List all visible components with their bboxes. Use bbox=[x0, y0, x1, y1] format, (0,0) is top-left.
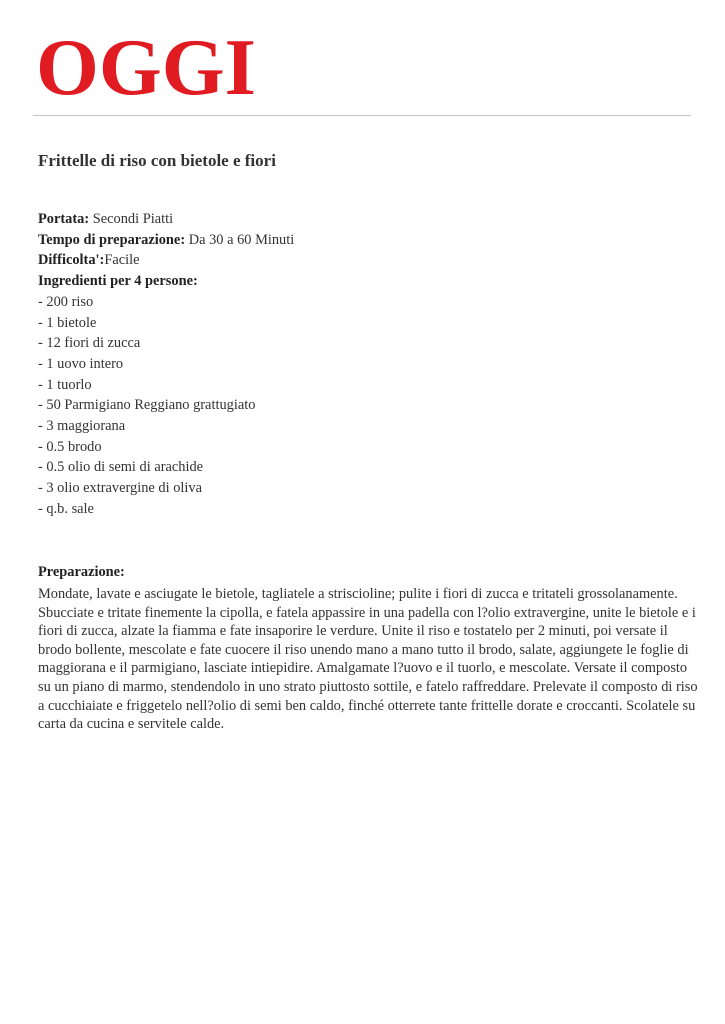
ingredient-item: - 50 Parmigiano Reggiano grattugiato bbox=[38, 397, 256, 414]
ingredient-list bbox=[38, 292, 698, 520]
prep-time-value: Da 30 a 60 Minuti bbox=[188, 231, 295, 248]
ingredient-item: - 200 riso bbox=[38, 293, 94, 310]
course-value: Secondi Piatti bbox=[92, 211, 174, 227]
oggi-logo-text: OGGI bbox=[36, 34, 256, 100]
oggi-logo-mark bbox=[36, 34, 258, 100]
prep-time-row bbox=[38, 230, 698, 251]
preparation-heading: Preparazione: bbox=[38, 564, 125, 580]
header-divider bbox=[33, 115, 691, 116]
difficulty-label: Difficolta': bbox=[38, 252, 105, 269]
ingredient-item: - 0.5 brodo bbox=[38, 438, 102, 455]
prep-time-label: Tempo di preparazione: bbox=[38, 231, 186, 248]
preparation-text: Mondate, lavate e asciugate le bietole, tagliatele a striscioline; pulite i fiori di zucca e tritateli grossolanamente. Sbucciate e tritate finemente la cipolla, e fatela appassire in una padella con l?olio extravergine, unite le bietole e i fiori di zucca, alzate la fiamma e fate insaporire le verdure. Unite il riso e tostatelo per 2 minuti, poi versate il brodo bollente, mescolate e fate cuocere il riso unendo mano a mano tutto il brodo, salate, aggiungete le foglie di maggiorana e il parmigiano, lasciate intiepidire. Amalgamate l?uovo e il tuorlo, e mescolate. Versate il composto su un piano di marmo, stendendolo in uno strato piuttosto sottile, e fatelo raffreddare. Prelevate il composto di riso a cucchiaiate e friggetelo nell?olio di semi ben caldo, finché otterrete tante frittelle dorate e croccanti. Scolatele su carta da cucina e servitele calde. bbox=[38, 586, 698, 733]
ingredients-label: Ingredienti per 4 persone: bbox=[38, 273, 198, 290]
recipe-details bbox=[38, 209, 698, 520]
difficulty-row bbox=[38, 250, 698, 271]
ingredient-item: - 1 uovo intero bbox=[38, 355, 124, 372]
oggi-logo bbox=[36, 34, 258, 100]
ingredient-item: - 3 maggiorana bbox=[38, 418, 126, 435]
ingredient-item: - 3 olio extravergine di oliva bbox=[38, 480, 202, 497]
ingredient-item: - 1 tuorlo bbox=[38, 376, 92, 393]
ingredient-item: - q.b. sale bbox=[38, 500, 94, 517]
ingredient-item: - 12 fiori di zucca bbox=[38, 335, 141, 352]
ingredient-item: - 1 bietole bbox=[38, 314, 97, 331]
recipe-title: Frittelle di riso con bietole e fiori bbox=[38, 151, 276, 170]
course-label: Portata: bbox=[38, 211, 90, 227]
difficulty-value: Facile bbox=[104, 252, 140, 269]
ingredient-item: - 0.5 olio di semi di arachide bbox=[38, 459, 204, 476]
course-row bbox=[38, 209, 698, 230]
